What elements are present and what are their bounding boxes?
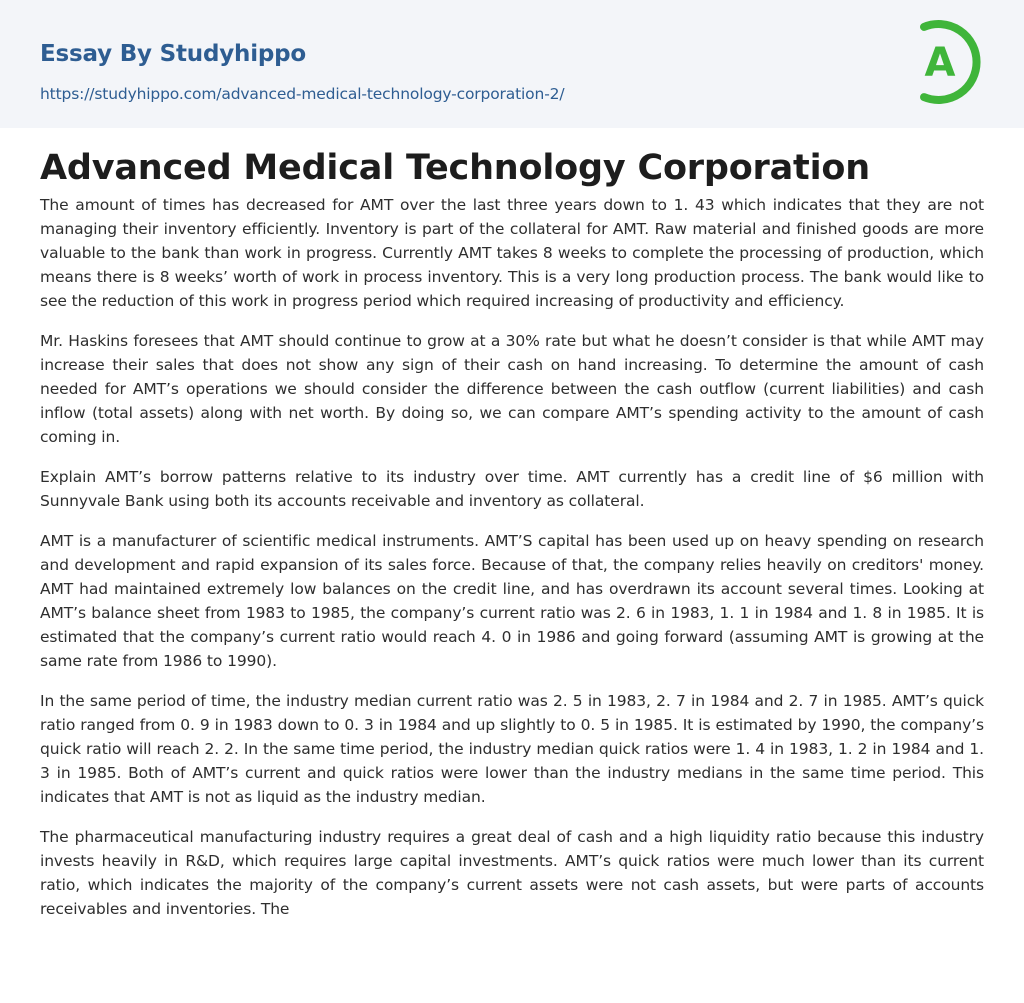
logo-letter: A xyxy=(924,40,956,86)
studyhippo-logo-icon[interactable] xyxy=(904,18,988,106)
main-content xyxy=(40,128,984,937)
brand-title[interactable]: Essay By Studyhippo xyxy=(40,41,307,67)
essay-paragraph: Explain AMT’s borrow patterns relative to its industry over time. AMT currently has a credit line of $6 million with Sunnyvale Bank using both its accounts receivable and inventory as collateral. xyxy=(40,468,984,510)
page-title: Advanced Medical Technology Corporation xyxy=(40,148,870,188)
essay-paragraph: AMT is a manufacturer of scientific medical instruments. AMT’S capital has been used up on heavy spending on research and development and rapid expansion of its sales force. Because of that, the company relies heavily on creditors' money. AMT had maintained extremely low balances on the credit line, and has overdrawn its account several times. Looking at AMT’s balance sheet from 1983 to 1985, the company’s current ratio was 2. 6 in 1983, 1. 1 in 1984 and 1. 8 in 1985. It is estimated that the company’s current ratio would reach 4. 0 in 1986 and going forward (assuming AMT is growing at the same rate from 1986 to 1990). xyxy=(40,532,984,670)
essay-body xyxy=(40,193,984,921)
essay-paragraph: The amount of times has decreased for AMT over the last three years down to 1. 43 which indicates that they are not managing their inventory efficiently. Inventory is part of the collateral for AMT. Raw material and finished goods are more valuable to the bank than work in progress. Currently AMT takes 8 weeks to complete the processing of production, which means there is 8 weeks’ worth of work in process inventory. This is a very long production process. The bank would like to see the reduction of this work in progress period which required increasing of productivity and efficiency. xyxy=(40,196,984,310)
essay-paragraph: In the same period of time, the industry median current ratio was 2. 5 in 1983, 2. 7 in 1984 and 2. 7 in 1985. AMT’s quick ratio ranged from 0. 9 in 1983 down to 0. 3 in 1984 and up slightly to 0. 5 in 1985. It is estimated by 1990, the company’s quick ratio will reach 2. 2. In the same time period, the industry median quick ratios were 1. 4 in 1983, 1. 2 in 1984 and 1. 3 in 1985. Both of AMT’s current and quick ratios were lower than the industry medians in the same time period. This indicates that AMT is not as liquid as the industry median. xyxy=(40,692,984,806)
essay-paragraph: The pharmaceutical manufacturing industry requires a great deal of cash and a high liquidity ratio because this industry invests heavily in R&D, which requires large capital investments. AMT’s quick ratios were much lower than its current ratio, which indicates the majority of the company’s current assets were not cash assets, but were parts of accounts receivables and inventories. The xyxy=(40,828,984,918)
site-header xyxy=(0,0,1024,128)
essay-paragraph: Mr. Haskins foresees that AMT should continue to grow at a 30% rate but what he doesn’t consider is that while AMT may increase their sales that does not show any sign of their cash on hand increasing. To determine the amount of cash needed for AMT’s operations we should consider the difference between the cash outflow (current liabilities) and cash inflow (total assets) along with net worth. By doing so, we can compare AMT’s spending activity to the amount of cash coming in. xyxy=(40,332,984,446)
source-url-link[interactable]: https://studyhippo.com/advanced-medical-technology-corporation-2/ xyxy=(40,85,565,103)
